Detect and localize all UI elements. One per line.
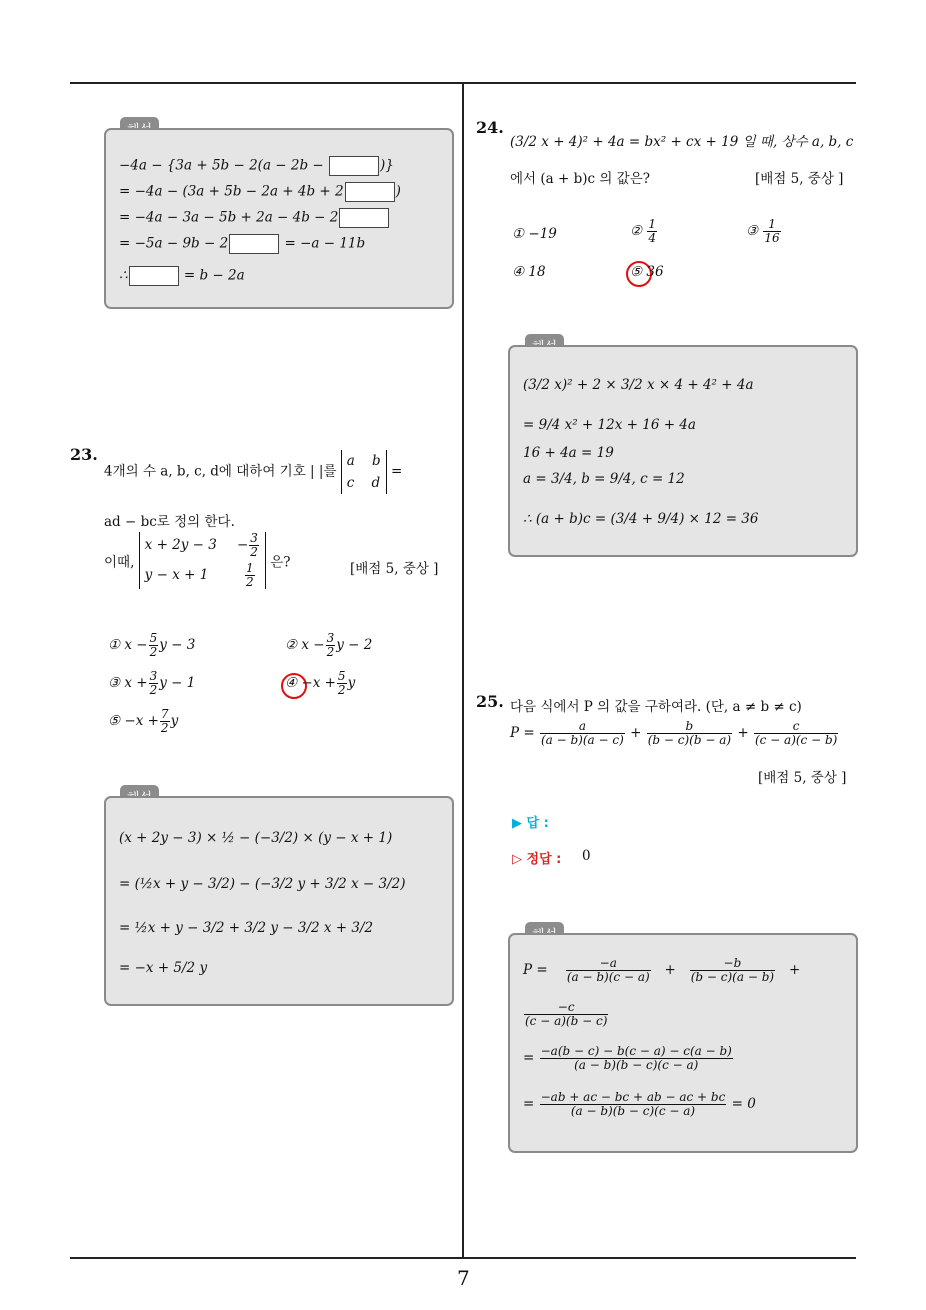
- answer-blank: [329, 156, 379, 176]
- q24-sol-line-4: a = 3/4, b = 9/4, c = 12: [523, 471, 685, 487]
- bottom-rule: [70, 1257, 856, 1259]
- q23-number: 23.: [70, 445, 98, 464]
- q25-score: [배점 5, 중상 ]: [758, 770, 847, 786]
- q24-stem-1: (3/2 x + 4)² + 4a = bx² + cx + 19 일 때, 상수 a, b, c: [510, 134, 854, 150]
- q24-solution-box: [508, 345, 858, 557]
- q23-choice-2[interactable]: ② x − $\frac{3}{2}$ y − 2: [285, 631, 373, 659]
- q23-sol-line-4: = −x + 5/2 y: [119, 960, 208, 976]
- q24-choice-1[interactable]: ① −19: [512, 226, 557, 242]
- q25-sol-line-4: = $\frac{-ab + ac - bc + ab - ac + bc}{(a - b)(b - c)(c - a)}$ = 0: [523, 1090, 756, 1118]
- q22-sol-line-3: = −4a − 3a − 5b + 2a − 4b − 2: [119, 208, 390, 228]
- q24-sol-line-5: ∴ (a + b)c = (3/4 + 9/4) × 12 = 36: [523, 511, 759, 527]
- answer-blank: [339, 208, 389, 228]
- q24-score: [배점 5, 중상 ]: [755, 171, 844, 187]
- q24-choice-5[interactable]: ⑤ 36: [630, 264, 664, 280]
- q23-choice-1[interactable]: ① x − $\frac{5}{2}$ y − 3: [108, 631, 196, 659]
- q22-sol-line-5: ∴ = b − 2a: [119, 266, 245, 286]
- q23-score: [배점 5, 중상 ]: [350, 561, 439, 577]
- q23-sol-line-2: = (½x + y − 3/2) − (−3/2 y + 3/2 x − 3/2): [119, 876, 406, 892]
- q25-sol-line-2: $\frac{-c}{(c - a)(b - c)}$: [525, 1000, 608, 1028]
- q23-solution-box: [104, 796, 454, 1006]
- q24-choice-3[interactable]: ③ $\frac{1}{16}$: [746, 217, 780, 245]
- q23-choice-5[interactable]: ⑤ −x + $\frac{7}{2}$ y: [108, 707, 179, 735]
- column-divider: [462, 84, 464, 1258]
- q24-sol-line-3: 16 + 4a = 19: [523, 445, 614, 461]
- q22-sol-line-1: −4a − {3a + 5b − 2(a − 2b − )}: [119, 156, 394, 176]
- q25-number: 25.: [476, 692, 504, 711]
- q23-stem-1: 4개의 수 a, b, c, d에 대하여 기호 | |를 a b c d =: [104, 450, 402, 494]
- q25-equation: P = $\frac{a}{(a - b)(a - c)}$ + $\frac{b}{(b - c)(b - a)}$ + $\frac{c}{(c - a)(c - b)}$: [510, 719, 838, 747]
- answer-blank: [229, 234, 279, 254]
- answer-blank: [345, 182, 395, 202]
- q23-choice-4[interactable]: ④ −x + $\frac{5}{2}$ y: [285, 669, 356, 697]
- q22-sol-line-2: = −4a − (3a + 5b − 2a + 4b + 2 ): [119, 182, 401, 202]
- page-number: 7: [457, 1266, 470, 1290]
- q22-solution-box: [104, 128, 454, 309]
- q23-sol-line-1: (x + 2y − 3) × ½ − (−3/2) × (y − x + 1): [119, 830, 393, 846]
- q23-det-matrix: x + 2y − 3 − $\frac{3}{2}$ y − x + 1 $\frac{1}{2}$: [139, 532, 266, 589]
- q23-choice-3[interactable]: ③ x + $\frac{3}{2}$ y − 1: [108, 669, 196, 697]
- q24-sol-line-1: (3/2 x)² + 2 × 3/2 x × 4 + 4² + 4a: [523, 377, 754, 393]
- q25-sol-line-1: P = $\frac{-a}{(a - b)(c - a)}$ + $\frac{-b}{(b - c)(a - b)}$ +: [523, 956, 801, 984]
- q23-sol-line-3: = ½x + y − 3/2 + 3/2 y − 3/2 x + 3/2: [119, 920, 374, 936]
- q25-correct-value: 0: [582, 848, 591, 864]
- q24-sol-line-2: = 9/4 x² + 12x + 16 + 4a: [523, 417, 696, 433]
- q25-correct-label: ▷ 정답 :: [512, 852, 562, 867]
- q24-choice-2[interactable]: ② $\frac{1}{4}$: [630, 217, 657, 245]
- q24-stem-2: 에서 (a + b)c 의 값은?: [510, 171, 650, 187]
- q25-sol-line-3: = $\frac{-a(b - c) - b(c - a) - c(a - b)}{(a - b)(b - c)(c - a)}$: [523, 1044, 732, 1072]
- q25-solution-box: [508, 933, 858, 1153]
- q25-answer-label[interactable]: ▶ 답 :: [512, 816, 549, 831]
- q23-det-symbol: a b c d: [341, 450, 387, 494]
- q23-stem-2: ad − bc로 정의 한다.: [104, 514, 235, 530]
- q25-stem-1: 다음 식에서 P 의 값을 구하여라. (단, a ≠ b ≠ c): [510, 699, 802, 715]
- q22-sol-line-4: = −5a − 9b − 2 = −a − 11b: [119, 234, 365, 254]
- q24-number: 24.: [476, 118, 504, 137]
- q24-choice-4[interactable]: ④ 18: [512, 264, 546, 280]
- answer-blank: [129, 266, 179, 286]
- q23-stem-3: 이때, x + 2y − 3 − $\frac{3}{2}$ y − x + 1 $\frac{1}{2}$ 은?: [104, 531, 291, 589]
